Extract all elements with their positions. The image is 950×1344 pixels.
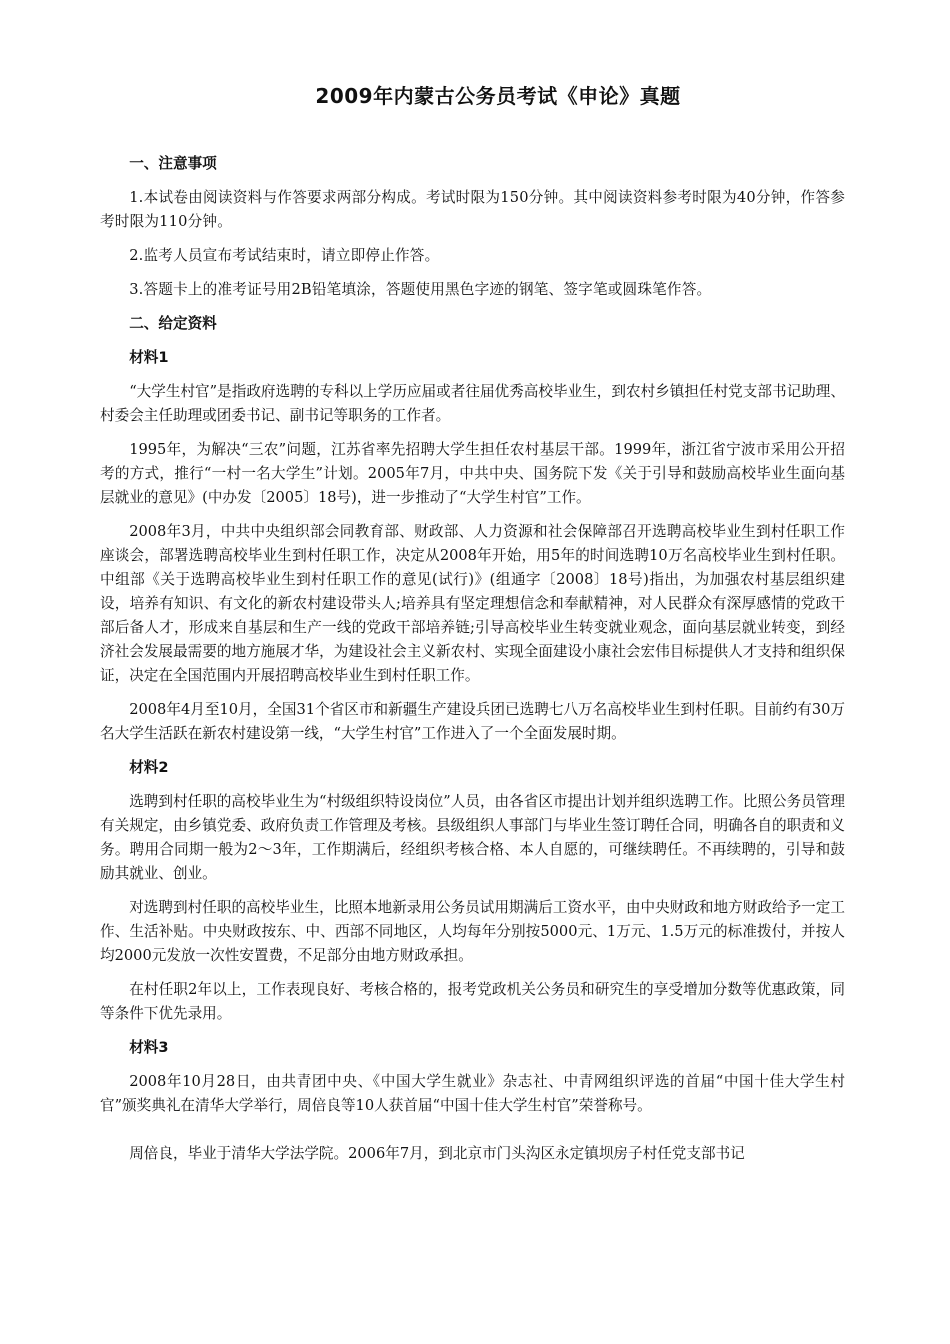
material-1-paragraph: 2008年3月，中共中央组织部会同教育部、财政部、人力资源和社会保障部召开选聘高校毕业生到村任职工作座谈会，部署选聘高校毕业生到村任职工作，决定从2008年开始，用5年的时间选聘10万名高校毕业生到村任职。中组部《关于选聘高校毕业生到村任职工作的意见(试行)》(组通字〔2008〕18号)指出，为加强农村基层组织建设，培养有知识、有文化的新农村建设带头人;培养具有坚定理想信念和奉献精神，对人民群众有深厚感情的党政干部后备人才，形成来自基层和生产一线的党政干部培养链;引导高校毕业生转变就业观念，面向基层就业转变，到经济社会发展最需要的地方施展才华，为建设社会主义新农村、实现全面建设小康社会宏伟目标提供人才支持和组织保证，决定在全国范围内开展招聘高校毕业生到村任职工作。 [100,523,845,684]
section-heading-notes: 一、注意事项 [129,155,217,172]
material-3-label: 材料3 [129,1039,169,1056]
material-1-label: 材料1 [129,349,169,366]
notice-item-3: 3.答题卡上的准考证号用2B铅笔填涂，答题使用黑色字迹的钢笔、签字笔或圆珠笔作答。 [129,281,712,298]
material-1-paragraph: “大学生村官”是指政府选聘的专科以上学历应届或者往届优秀高校毕业生，到农村乡镇担任村党支部书记助理、村委会主任助理或团委书记、副书记等职务的工作者。 [100,383,845,424]
notice-item-2: 2.监考人员宣布考试结束时，请立即停止作答。 [129,247,440,264]
material-2-paragraph: 对选聘到村任职的高校毕业生，比照本地新录用公务员试用期满后工资水平，由中央财政和地方财政给予一定工作、生活补贴。中央财政按东、中、西部不同地区，人均每年分别按5000元、1万元、1.5万元的标准拨付，并按人均2000元发放一次性安置费，不足部分由地方财政承担。 [100,899,845,964]
notice-item-1: 1.本试卷由阅读资料与作答要求两部分构成。考试时限为150分钟。其中阅读资料参考时限为40分钟，作答参考时限为110分钟。 [100,189,845,230]
document-title: 2009年内蒙古公务员考试《申论》真题 [315,84,681,108]
material-2-paragraph: 在村任职2年以上，工作表现良好、考核合格的，报考党政机关公务员和研究生的享受增加分数等优惠政策，同等条件下优先录用。 [100,981,845,1022]
material-3-paragraph: 周倍良，毕业于清华大学法学院。2006年7月，到北京市门头沟区永定镇坝房子村任党支部书记 [129,1145,745,1162]
material-2-label: 材料2 [129,759,169,776]
material-1-paragraph: 2008年4月至10月，全国31个省区市和新疆生产建设兵团已选聘七八万名高校毕业生到村任职。目前约有30万名大学生活跃在新农村建设第一线，“大学生村官”工作进入了一个全面发展时期。 [100,701,845,742]
material-3-paragraph: 2008年10月28日，由共青团中央、《中国大学生就业》杂志社、中青网组织评选的首届“中国十佳大学生村官”颁奖典礼在清华大学举行，周倍良等10人获首届“中国十佳大学生村官”荣誉称号。 [100,1073,845,1114]
material-1-paragraph: 1995年，为解决“三农”问题，江苏省率先招聘大学生担任农村基层干部。1999年，浙江省宁波市采用公开招考的方式，推行“一村一名大学生”计划。2005年7月，中共中央、国务院下发《关于引导和鼓励高校毕业生面向基层就业的意见》(中办发〔2005〕18号)，进一步推动了“大学生村官”工作。 [100,441,845,506]
document-body [100,152,845,1176]
section-heading-materials: 二、给定资料 [129,315,217,332]
material-2-paragraph: 选聘到村任职的高校毕业生为“村级组织特设岗位”人员，由各省区市提出计划并组织选聘工作。比照公务员管理有关规定，由乡镇党委、政府负责工作管理及考核。县级组织人事部门与毕业生签订聘任合同，明确各自的职责和义务。聘用合同期一般为2～3年，工作期满后，经组织考核合格、本人自愿的，可继续聘任。不再续聘的，引导和鼓励其就业、创业。 [100,793,845,882]
